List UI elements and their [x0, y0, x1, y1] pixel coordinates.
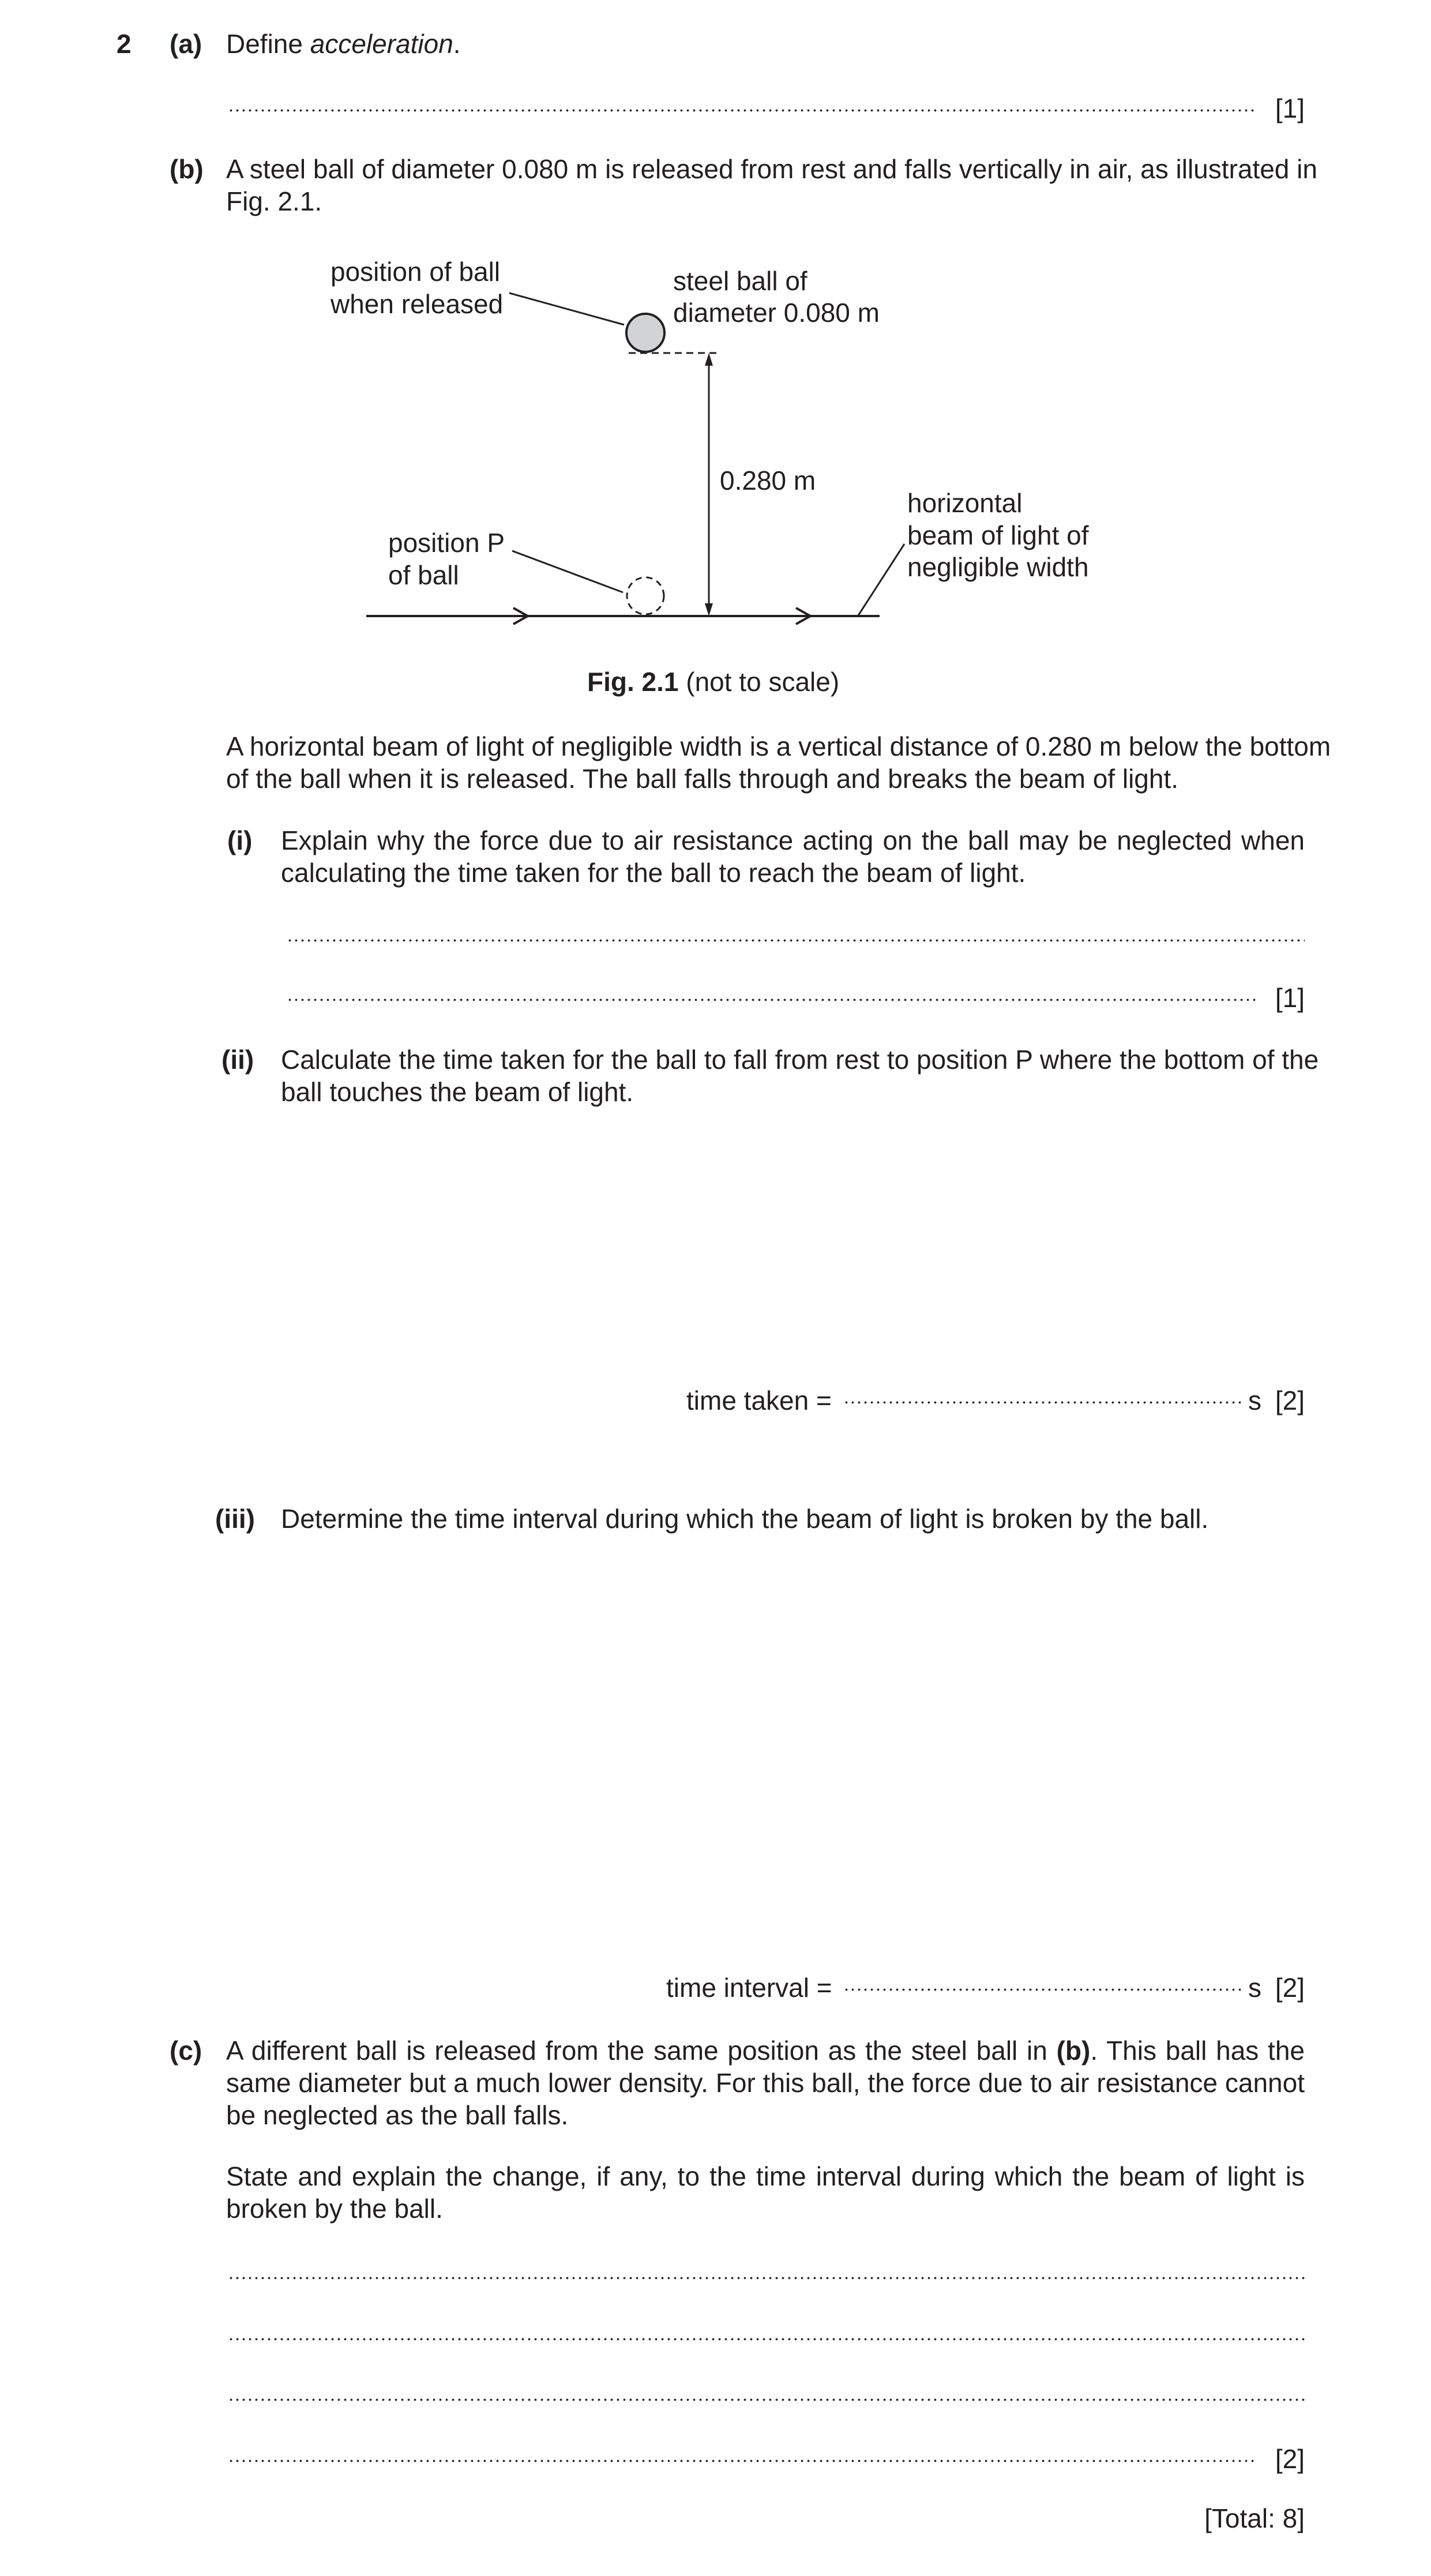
label-beam-line2: beam of light of	[907, 520, 1089, 550]
time-interval-label: time interval =	[666, 1973, 832, 2003]
answer-line-time-interval[interactable]	[843, 1972, 1243, 1995]
part-b-ii-label: (ii)	[221, 1045, 254, 1075]
part-b-iii-question: Determine the time interval during which the beam of light is broken by the ball.	[281, 1504, 1209, 1534]
label-beam-line3: negligible width	[907, 552, 1089, 582]
part-a-label: (a)	[170, 29, 202, 59]
question-number: 2	[117, 29, 132, 59]
time-interval-unit: s	[1248, 1973, 1261, 2003]
steel-ball-icon	[626, 314, 664, 352]
leader-beam	[858, 544, 904, 615]
part-b-intro-line2: Fig. 2.1.	[226, 186, 322, 216]
total-marks: [Total: 8]	[1204, 2503, 1305, 2533]
part-a-text: Define	[226, 29, 310, 59]
part-c-line1-text: A different ball is released from the same position as the steel ball in	[226, 2036, 1057, 2066]
label-position-p-line1: position P	[388, 528, 505, 558]
part-b-paragraph-line1: A horizontal beam of light of negligible width is a vertical distance of 0.280 m below the bottom	[226, 731, 1331, 761]
label-release-line1: position of ball	[330, 257, 501, 287]
answer-line-time-taken[interactable]	[843, 1384, 1243, 1407]
label-steel-line1: steel ball of	[673, 266, 807, 296]
figure-caption-rest: (not to scale)	[678, 667, 840, 697]
answer-line-b-i-1[interactable]	[287, 922, 1305, 945]
part-b-i-line2: calculating the time taken for the ball to reach the beam of light.	[281, 858, 1026, 888]
part-b-iii-label: (iii)	[215, 1504, 255, 1534]
marks-b-iii: [2]	[1275, 1973, 1305, 2003]
figure-caption	[587, 667, 839, 697]
part-b-i-label: (i)	[227, 825, 253, 855]
part-b-i-line1: Explain why the force due to air resistance acting on the ball may be neglected when	[281, 825, 1305, 855]
figure-2-1	[0, 0, 1431, 721]
answer-line-c-2[interactable]	[228, 2321, 1305, 2344]
part-c-line1-end: . This ball has the	[1090, 2036, 1305, 2066]
part-b-i-question	[281, 824, 1305, 889]
part-b-ii-line2: ball touches the beam of light.	[281, 1077, 634, 1107]
answer-line-c-3[interactable]	[228, 2382, 1305, 2405]
marks-b-i: [1]	[1275, 983, 1305, 1013]
answer-line-b-i-2[interactable]	[287, 982, 1259, 1005]
part-c-line2: same diameter but a much lower density. For this ball, the force due to air resistance cannot	[226, 2068, 1305, 2098]
part-c-label: (c)	[170, 2036, 202, 2066]
marks-b-ii: [2]	[1275, 1385, 1305, 1415]
label-beam-line1: horizontal	[907, 488, 1023, 518]
part-c-line5: broken by the ball.	[226, 2194, 443, 2224]
part-b-ii-line1: Calculate the time taken for the ball to fall from rest to position P where the bottom of the	[281, 1045, 1319, 1075]
label-position-p-line2: of ball	[388, 560, 459, 590]
label-distance: 0.280 m	[720, 465, 816, 495]
part-b-intro-line1: A steel ball of diameter 0.080 m is released from rest and falls vertically in air, as illustrated in	[226, 154, 1317, 184]
label-release-line2: when released	[330, 289, 504, 319]
part-b-paragraph-line2: of the ball when it is released. The ball falls through and breaks the beam of light.	[226, 764, 1179, 794]
answer-line-c-1[interactable]	[228, 2260, 1305, 2283]
part-c-instruction	[226, 2160, 1305, 2225]
part-b-paragraph	[226, 730, 1331, 795]
marks-a: [1]	[1275, 93, 1305, 123]
marks-c: [2]	[1275, 2444, 1305, 2474]
part-a-italic: acceleration	[310, 29, 453, 59]
part-c-question	[226, 2034, 1305, 2131]
part-c-reference: (b)	[1056, 2036, 1091, 2066]
distance-arrow-down-icon	[705, 603, 713, 616]
part-b-ii-question	[281, 1043, 1319, 1108]
part-c-line3: be neglected as the ball falls.	[226, 2100, 569, 2130]
leader-position-p	[512, 551, 623, 592]
label-steel-line2: diameter 0.080 m	[673, 298, 880, 328]
figure-caption-bold: Fig. 2.1	[587, 667, 679, 697]
part-c-line1	[226, 2034, 1305, 2067]
leader-release	[509, 293, 624, 325]
part-c-line4: State and explain the change, if any, to the time interval during which the beam of light is	[226, 2161, 1305, 2191]
time-taken-label: time taken =	[686, 1385, 832, 1415]
distance-arrow-up-icon	[705, 353, 713, 366]
ball-position-p-icon	[627, 577, 664, 614]
part-a-period: .	[453, 29, 461, 59]
answer-line-c-4[interactable]	[228, 2443, 1257, 2466]
part-b-label: (b)	[170, 154, 204, 184]
time-taken-unit: s	[1248, 1385, 1261, 1415]
